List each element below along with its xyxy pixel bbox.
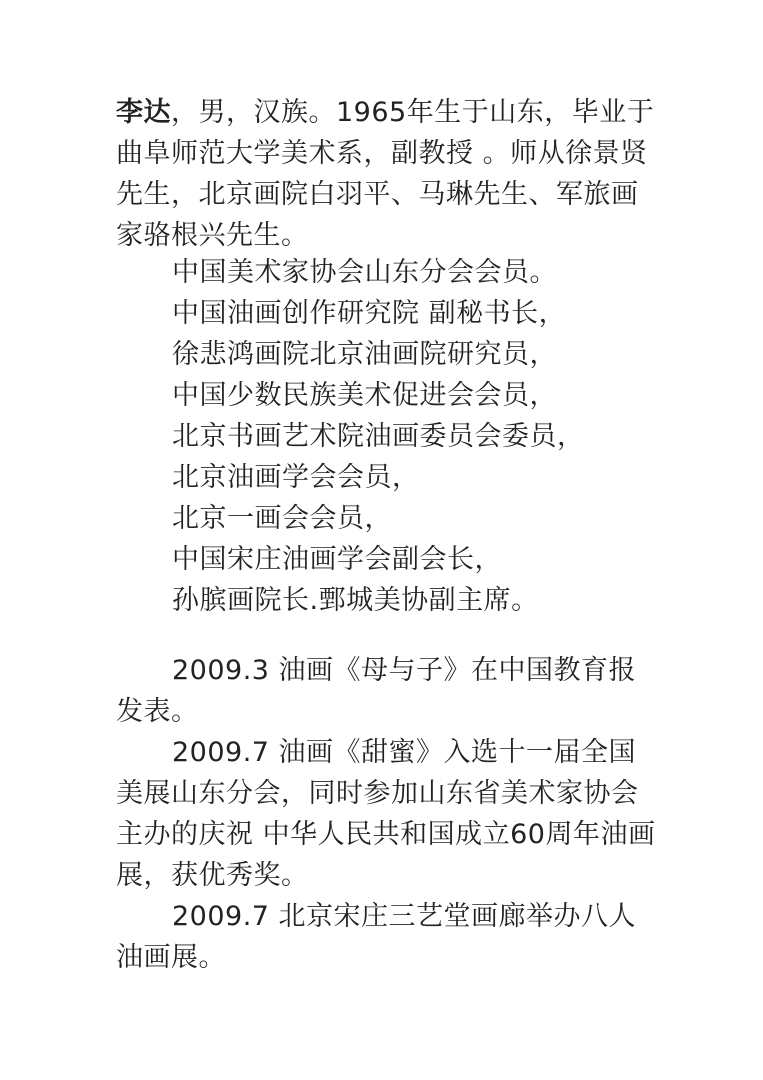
bio-text — [116, 92, 656, 256]
bio-paragraph — [116, 92, 656, 256]
event-list — [116, 650, 656, 978]
role-item: 徐悲鸿画院北京油画院研究员， — [172, 339, 557, 370]
artist-name: 李达 — [116, 97, 171, 128]
role-item: 孙膑画院长.鄄城美协副主席。 — [172, 585, 539, 616]
role-item: 中国油画创作研究院 副秘书长， — [172, 298, 567, 329]
role-item: 中国美术家协会山东分会会员。 — [172, 257, 557, 288]
event-item: 2009.7 北京宋庄三艺堂画廊举办八人油画展。 — [116, 901, 637, 973]
role-list — [172, 252, 672, 621]
role-item: 北京一画会会员， — [172, 503, 392, 534]
role-item: 北京书画艺术院油画委员会委员， — [172, 421, 585, 452]
bio-intro: ，男，汉族。1965年生于山东，毕业于曲阜师范大学美术系，副教授 。师从徐景贤先生，北京画院白羽平、马琳先生、军旅画家骆根兴先生。 — [116, 97, 655, 251]
role-item: 中国少数民族美术促进会会员， — [172, 380, 557, 411]
role-item: 中国宋庄油画学会副会长， — [172, 544, 502, 575]
event-item: 2009.3 油画《母与子》在中国教育报发表。 — [116, 655, 637, 727]
event-item: 2009.7 油画《甜蜜》入选十一届全国美展山东分会，同时参加山东省美术家协会主办的庆祝 中华人民共和国成立60周年油画展，获优秀奖。 — [116, 737, 656, 891]
role-item: 北京油画学会会员， — [172, 462, 420, 493]
